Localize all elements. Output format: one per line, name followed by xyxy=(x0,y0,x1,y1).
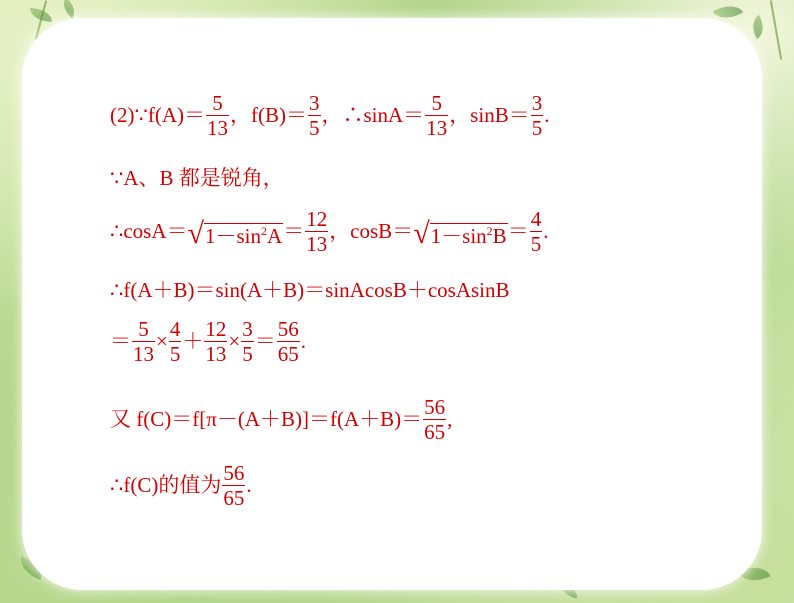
denominator: 5 xyxy=(530,232,542,257)
text-segment: ，cosB＝ xyxy=(329,219,414,244)
leaf-decoration xyxy=(58,0,80,18)
text-segment: ∵A、B 都是锐角， xyxy=(110,166,284,190)
numerator: 3 xyxy=(531,91,543,115)
numerator: 56 xyxy=(424,395,446,419)
numerator: 5 xyxy=(212,91,223,115)
leaf-decoration xyxy=(30,8,52,22)
solution-line-2 xyxy=(110,168,284,189)
square-root xyxy=(413,216,508,250)
denominator: 13 xyxy=(207,116,228,141)
text-segment: . xyxy=(544,103,550,128)
fraction xyxy=(206,92,229,139)
fraction xyxy=(308,92,321,139)
text-segment: ，sinB＝ xyxy=(449,103,530,128)
radical-sign-icon: √ xyxy=(413,216,430,250)
text-segment: . xyxy=(246,473,252,498)
solution-line-1 xyxy=(110,92,549,139)
text-segment: . xyxy=(543,219,549,244)
numerator: 3 xyxy=(309,91,320,115)
text-segment: ＝ xyxy=(507,219,529,244)
numerator: 4 xyxy=(169,317,181,341)
denominator: 13 xyxy=(426,116,448,141)
text-segment: . xyxy=(300,329,306,354)
text-segment: ∴f(A＋B)＝sin(A＋B)＝sinAcosB＋cosAsinB xyxy=(110,278,510,302)
fraction xyxy=(222,462,245,509)
numerator: 12 xyxy=(306,207,328,231)
text-segment: ，∴sinA＝ xyxy=(321,103,425,128)
radicand: $1-\sin^2B$ xyxy=(430,223,507,248)
numerator: 3 xyxy=(242,317,253,341)
denominator: 13 xyxy=(205,342,227,367)
numerator: 5 xyxy=(431,91,442,115)
numerator: 4 xyxy=(530,207,542,231)
text-segment: , xyxy=(447,407,453,432)
text-segment: ＝ xyxy=(254,329,276,354)
fraction xyxy=(204,318,227,365)
text-segment: × xyxy=(228,329,241,354)
text-segment: ∴cosA＝ xyxy=(110,219,188,244)
numerator: 12 xyxy=(205,317,227,341)
denominator: 65 xyxy=(277,342,299,367)
denominator: 5 xyxy=(242,342,253,367)
denominator: 5 xyxy=(309,116,320,141)
denominator: 5 xyxy=(531,116,543,141)
text-segment: × xyxy=(156,329,168,354)
fraction xyxy=(425,92,448,139)
fraction xyxy=(132,318,155,365)
text-segment: ＋ xyxy=(182,329,204,354)
text-segment: 又 f(C)＝f[π－(A＋B)]＝f(A＋B)＝ xyxy=(110,407,423,432)
solution-line-6 xyxy=(110,396,452,443)
radicand: $1-\sin^2A$ xyxy=(205,223,283,248)
denominator: 13 xyxy=(306,232,328,257)
fraction xyxy=(530,208,543,255)
text-segment: ∴f(C)的值为 xyxy=(110,473,222,498)
leaf-decoration xyxy=(747,15,769,39)
text-segment: ＝ xyxy=(110,329,131,354)
fraction xyxy=(305,208,328,255)
denominator: 13 xyxy=(133,342,154,367)
numerator: 56 xyxy=(277,317,299,341)
square-root xyxy=(187,216,284,250)
solution-line-7 xyxy=(110,462,252,509)
denominator: 65 xyxy=(424,420,446,445)
numerator: 56 xyxy=(223,461,245,485)
text-segment: ，f(B)＝ xyxy=(230,103,307,128)
denominator: 5 xyxy=(169,342,181,367)
fraction xyxy=(423,396,446,443)
text-segment: (2)∵f(A)＝ xyxy=(110,103,205,128)
solution-line-5 xyxy=(110,318,306,365)
solution-line-4 xyxy=(110,280,510,301)
text-segment: ＝ xyxy=(283,219,305,244)
vine-decoration xyxy=(770,0,782,59)
fraction xyxy=(241,318,254,365)
fraction xyxy=(531,92,544,139)
numerator: 5 xyxy=(138,317,149,341)
solution-line-3 xyxy=(110,208,548,255)
fraction xyxy=(169,318,182,365)
radical-sign-icon: √ xyxy=(187,216,204,250)
denominator: 65 xyxy=(223,486,245,511)
fraction xyxy=(277,318,300,365)
